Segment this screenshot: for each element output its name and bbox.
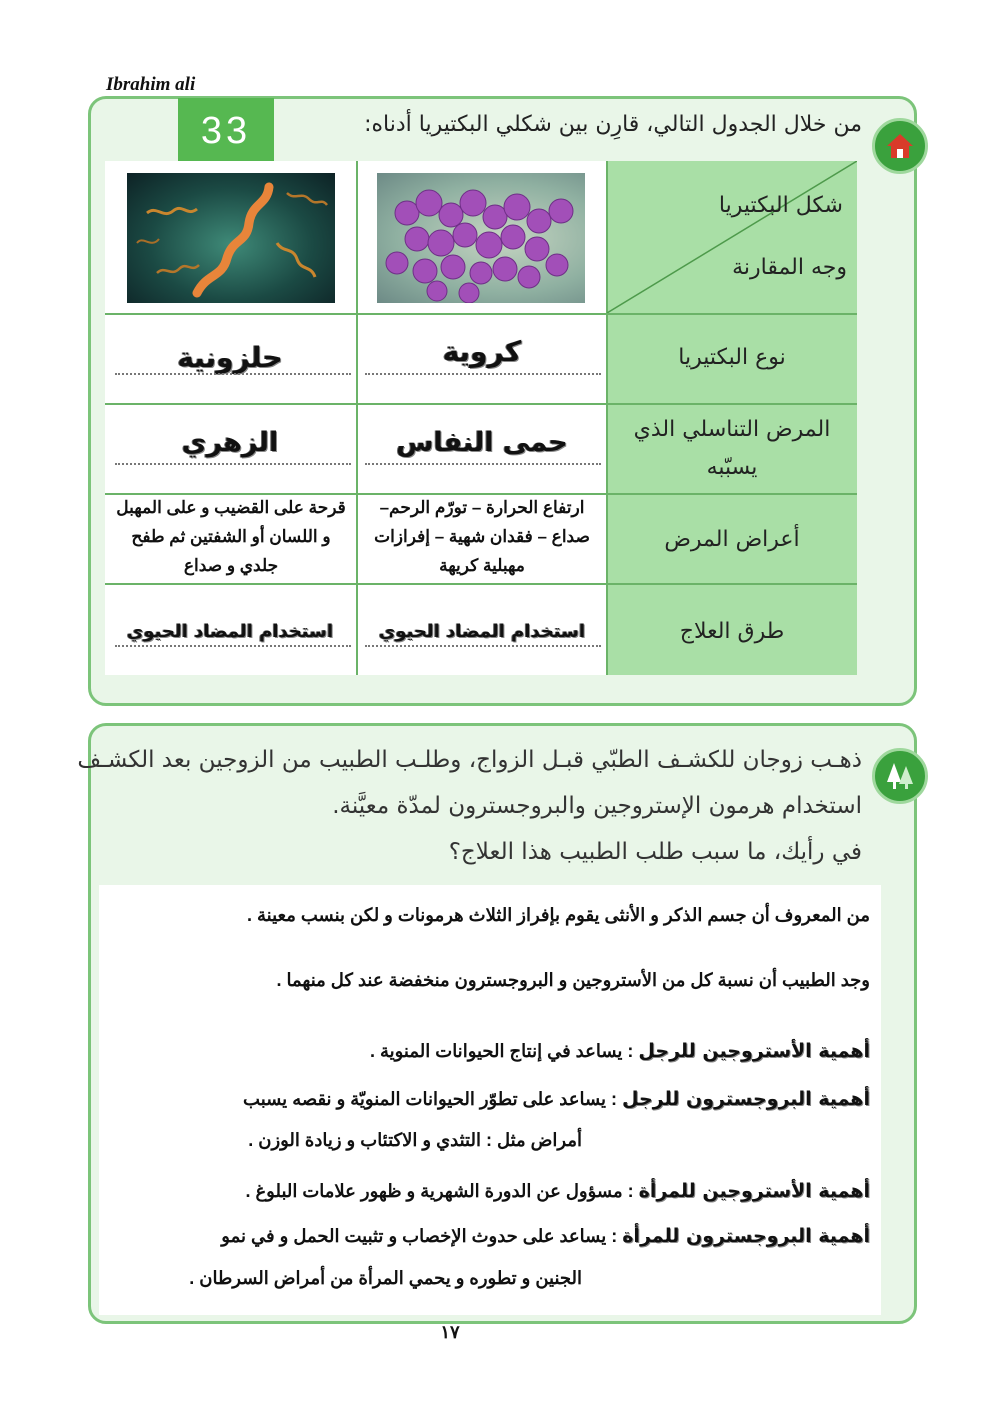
- spherical-bacteria-image: [377, 173, 585, 303]
- answer-item-3: [245, 1180, 870, 1202]
- dotted-line: [115, 645, 351, 647]
- spiral-bacteria-image: [127, 173, 335, 303]
- grid-line: [105, 313, 857, 315]
- answer-item-4-cont: الجنين و تطوره و يحمي المرأة من أمراض السرطان .: [189, 1268, 582, 1288]
- grid-line: [105, 583, 857, 585]
- item-text: : مسؤول عن الدورة الشهرية و ظهور علامات البلوغ .: [245, 1181, 639, 1201]
- row-label-disease: المرض التناسلي الذي يسبّبه: [633, 417, 831, 480]
- header-top: شكل البكتيريا: [718, 193, 843, 218]
- page-number: ١٧: [440, 1322, 460, 1342]
- author-name: Ibrahim ali: [106, 74, 196, 95]
- dotted-line: [365, 373, 601, 375]
- dotted-line: [365, 645, 601, 647]
- grid-line: [356, 161, 358, 675]
- answer-disease-spiral: الزهري: [181, 427, 279, 458]
- answer-item-1: [370, 1040, 870, 1062]
- answer-paragraph-1: من المعروف أن جسم الذكر و الأنثى يقوم بإفراز الثلاث هرمونات و لكن بنسب معينة .: [247, 905, 870, 925]
- answer-item-2-cont: أمراض مثل : التثدي و الاكتئاب و زيادة الوزن .: [248, 1130, 582, 1150]
- question-text: من خلال الجدول التالي، قارِن بين شكلي البكتيريا أدناه:: [364, 112, 862, 137]
- row-label-symptoms: أعراض المرض: [664, 527, 800, 552]
- grid-line: [105, 403, 857, 405]
- dotted-line: [115, 373, 351, 375]
- answer-disease-spherical: حمى النفاس: [396, 427, 568, 458]
- trees-icon: [872, 748, 928, 804]
- item-heading: أهمية البروجسترون للمرأة: [622, 1225, 870, 1247]
- row-label-type: نوع البكتيريا: [678, 345, 786, 370]
- diagonal-line: [607, 161, 857, 313]
- answer-paragraph-2: وجد الطبيب أن نسبة كل من الأستروجين و البروجسترون منخفضة عند كل منهما .: [276, 970, 870, 990]
- question-line-3: في رأيك، ما سبب طلب الطبيب هذا العلاج؟: [448, 839, 862, 865]
- answer-item-4: [221, 1225, 870, 1247]
- question-number: 33: [178, 98, 274, 164]
- home-icon: [872, 118, 928, 174]
- item-heading: أهمية البروجسترون للرجل: [622, 1088, 870, 1110]
- answer-treatment-spiral: استخدام المضاد الحيوي: [126, 621, 334, 642]
- answer-item-2: [243, 1088, 870, 1110]
- answer-symptoms-spiral: قرحة على القضيب و على المهبل و اللسان أو الشفتين ثم طفح جلدي و صداع: [116, 498, 346, 575]
- answer-type-spiral: حلزونية: [177, 341, 283, 374]
- answer-symptoms-spherical: ارتفاع الحرارة – تورّم الرحم– صداع – فقدان شهية – إفرازات مهبلية كريهة: [374, 498, 590, 575]
- item-text: : يساعد على تطوّر الحيوانات المنويّة و نقصه يسبب: [243, 1089, 623, 1109]
- question-line-2: استخدام هرمون الإستروجين والبروجسترون لمدّة معيَّنة.: [332, 793, 862, 819]
- row-label-treatment: طرق العلاج: [679, 619, 785, 644]
- dotted-line: [115, 463, 351, 465]
- question-line-1: ذهـب زوجان للكشـف الطبّي قبـل الزواج، وطلـب الطبيب من الزوجين بعد الكشـف: [77, 747, 862, 773]
- item-heading: أهمية الأستروجين للرجل: [638, 1040, 870, 1062]
- item-text: : يساعد في إنتاج الحيوانات المنوية .: [369, 1041, 639, 1061]
- answer-type-spherical: كروية: [442, 335, 522, 368]
- header-bottom: وجه المقارنة: [732, 255, 847, 280]
- comparison-table: [105, 161, 857, 675]
- item-text: : يساعد على حدوث الإخصاب و تثبيت الحمل و في نمو: [221, 1226, 623, 1246]
- answer-treatment-spherical: استخدام المضاد الحيوي: [378, 621, 586, 642]
- dotted-line: [365, 463, 601, 465]
- item-heading: أهمية الأستروجين للمرأة: [638, 1180, 870, 1202]
